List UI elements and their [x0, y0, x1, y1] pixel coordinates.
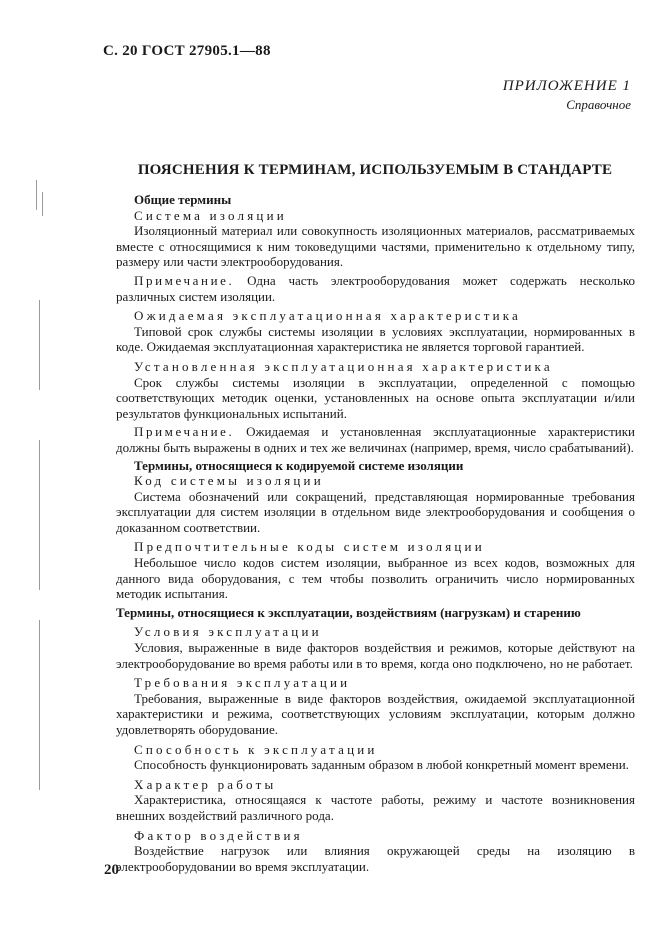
scan-margin-marks: [30, 180, 50, 800]
note-text: Одна часть электрооборудования может содержать несколько различных систем изоляции.: [116, 272, 635, 304]
appendix-label: [503, 78, 631, 113]
section-heading: Термины, относящиеся к кодируемой системе изоляции: [134, 457, 464, 473]
appendix-number: ПРИЛОЖЕНИЕ 1: [502, 78, 631, 94]
document-title: ПОЯСНЕНИЯ К ТЕРМИНАМ, ИСПОЛЬЗУЕМЫМ В СТАНДАРТЕ: [137, 162, 613, 178]
document-body: [116, 190, 635, 874]
term-title: Предпочтительные коды систем изоляции: [134, 539, 485, 555]
term-title: Система изоляции: [134, 207, 287, 223]
note-label: Примечание.: [134, 424, 235, 440]
note-text: Ожидаемая и установленная эксплуатационные характеристики должны быть выражены в одних и тех же величинах (например, время, число срабатываний).: [116, 424, 635, 455]
term-title: Требования эксплуатации: [134, 675, 351, 691]
term-title: Фактор воздействия: [134, 827, 303, 843]
section-heading: Общие термины: [134, 192, 232, 207]
term-title: Характер работы: [134, 776, 277, 792]
page-number: 20: [104, 862, 119, 878]
term-definition: Условия, выраженные в виде факторов воздействия и режимов, которые действуют на электрооборудование во время работы или в то время, когда оно подключено, но не работает.: [116, 640, 635, 671]
note-label: Примечание.: [134, 272, 235, 288]
term-definition: Изоляционный материал или совокупность изоляционных материалов, рассматриваемых вместе с относящимися к ним токоведущими частями, применительно к отдельному типу, размеру или части электрооборудования.: [116, 223, 635, 270]
section-heading: Термины, относящиеся к эксплуатации, воздействиям (нагрузкам) и старению: [116, 604, 581, 620]
term-note: [116, 424, 635, 455]
term-definition: Способность функционировать заданным образом в любой конкретный момент времени.: [134, 757, 629, 773]
term-definition: Воздействие нагрузок или влияния окружающей среды на изоляцию в электрооборудовании во время эксплуатации.: [116, 843, 635, 874]
term-title: Код системы изоляции: [134, 473, 324, 489]
term-definition: Требования, выраженные в виде факторов воздействия, ожидаемой эксплуатационной характеристики и режима, соответствующих условиям эксплуатации, которым должно удовлетворять оборудование.: [116, 690, 635, 737]
term-note: [116, 273, 635, 304]
term-definition: Система обозначений или сокращений, представляющая нормированные требования эксплуатации для систем изоляции в отдельном виде электрооборудования и сообщения о доказанном соответствии.: [116, 488, 635, 535]
term-definition: Срок службы системы изоляции в эксплуатации, определенной с помощью соответствующих методик оценки, установленных на основе опыта эксплуатации и/или результатов функциональных испытаний.: [116, 374, 635, 421]
term-definition: Небольшое число кодов систем изоляции, выбранное из всех кодов, возможных для данного вида оборудования, с тем чтобы позволить ограничить число нормированных методик испытания.: [116, 555, 635, 602]
term-title: Установленная эксплуатационная характеристика: [134, 358, 553, 374]
appendix-kind: Справочное: [566, 97, 631, 112]
term-definition: Типовой срок службы системы изоляции в условиях эксплуатации, нормированных в коде. Ожидаемая эксплуатационная характеристика не является торговой гарантией.: [116, 323, 635, 355]
term-title: Способность к эксплуатации: [134, 741, 378, 757]
page-header: С. 20 ГОСТ 27905.1—88: [103, 43, 271, 59]
term-definition: Характеристика, относящаяся к частоте работы, режиму и частоте возникновения внешних воздействий различного рода.: [116, 792, 635, 823]
term-title: Условия эксплуатации: [134, 624, 322, 640]
term-title: Ожидаемая эксплуатационная характеристика: [134, 308, 522, 324]
